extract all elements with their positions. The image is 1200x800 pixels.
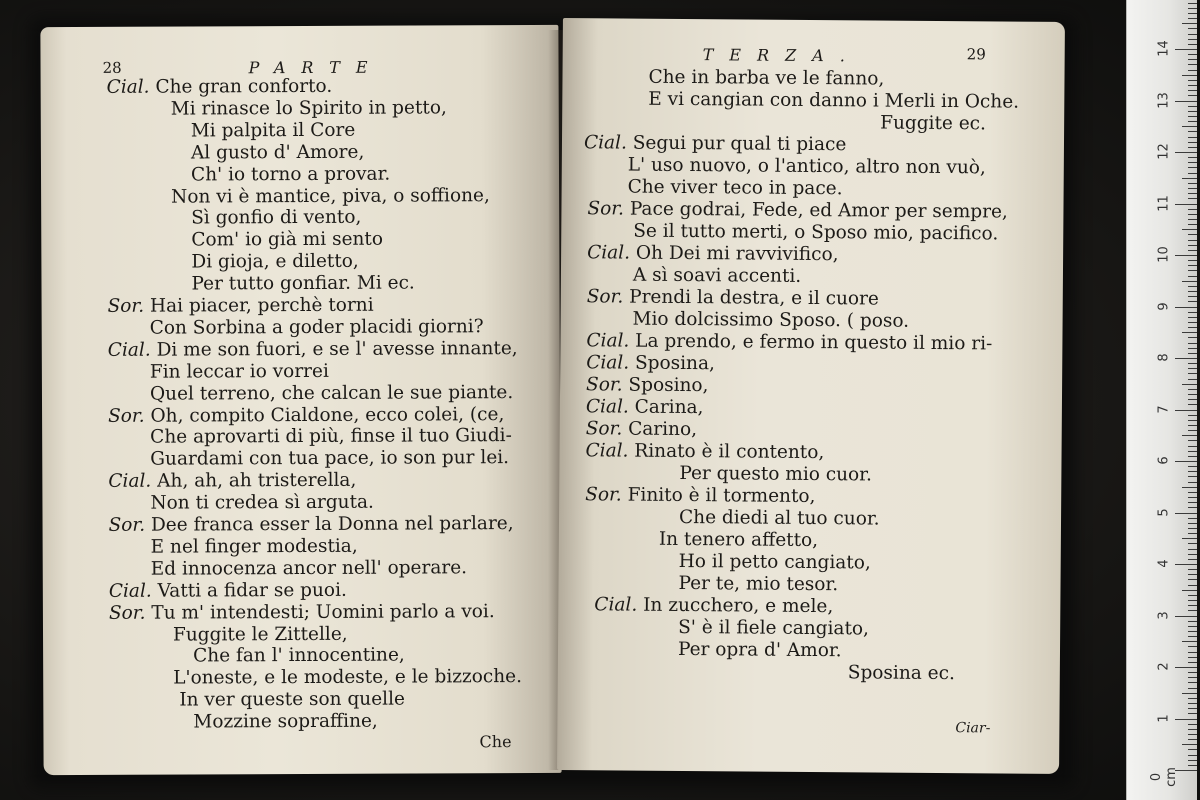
ruler-tick xyxy=(1188,312,1197,313)
ruler-label: 0 cm xyxy=(1149,767,1179,787)
ruler-tick xyxy=(1188,502,1197,503)
ruler-tick xyxy=(1188,595,1197,596)
dialogue-text: Oh Dei mi ravvivifico, xyxy=(629,242,839,266)
dialogue-text: Hai piacer, perchè torni xyxy=(144,294,374,317)
ruler-tick xyxy=(1188,703,1197,704)
ruler-tick xyxy=(1188,147,1197,148)
right-text-line: Sposina ec. xyxy=(847,662,956,685)
right-text-line: In tenero affetto, xyxy=(658,528,819,552)
ruler-tick xyxy=(1188,466,1197,467)
ruler-tick xyxy=(1188,482,1197,483)
ruler-label: 4 xyxy=(1156,559,1172,568)
ruler-tick xyxy=(1188,497,1197,498)
ruler-tick xyxy=(1188,85,1197,86)
speaker-label: Cial. xyxy=(583,132,627,154)
right-page xyxy=(557,18,1065,774)
left-text-line xyxy=(108,404,504,428)
ruler-tick xyxy=(1182,487,1197,488)
ruler-tick xyxy=(1188,167,1197,168)
ruler-label: 12 xyxy=(1156,143,1172,160)
left-text-line xyxy=(109,579,347,602)
speaker-label: Sor. xyxy=(108,602,146,624)
ruler-tick xyxy=(1188,636,1197,637)
right-text-line: Che diedi al tuo cuor. xyxy=(678,506,880,530)
speaker-label: Cial. xyxy=(108,580,152,602)
speaker-label: Cial. xyxy=(587,242,631,264)
ruler-tick xyxy=(1188,183,1197,184)
measuring-ruler xyxy=(1126,0,1197,800)
right-text-line xyxy=(586,352,715,375)
ruler-tick xyxy=(1188,579,1197,580)
left-page-header: PARTE xyxy=(248,57,384,78)
ruler-tick xyxy=(1188,554,1197,555)
ruler-tick xyxy=(1188,250,1197,251)
right-text-line xyxy=(585,484,815,508)
left-text-line xyxy=(108,513,513,537)
ruler-tick xyxy=(1188,245,1197,246)
ruler-tick xyxy=(1188,343,1197,344)
ruler-tick xyxy=(1175,667,1197,668)
right-text-line xyxy=(586,418,697,441)
right-text-line xyxy=(585,440,824,464)
dialogue-text: Finito è il tormento, xyxy=(621,484,816,508)
ruler-tick xyxy=(1182,126,1197,127)
speaker-label: Sor. xyxy=(107,295,145,317)
ruler-tick xyxy=(1188,18,1197,19)
ruler-tick xyxy=(1188,662,1197,663)
ruler-tick xyxy=(1188,64,1197,65)
left-text-line: Com' io già mi sento xyxy=(191,228,384,251)
ruler-tick xyxy=(1188,3,1197,4)
dialogue-text: Prendi la destra, e il cuore xyxy=(623,286,879,310)
ruler-tick xyxy=(1188,363,1197,364)
ruler-tick xyxy=(1188,605,1197,606)
dialogue-text: Che gran conforto. xyxy=(149,75,333,98)
left-text-line: E nel finger modestia, xyxy=(150,535,358,558)
ruler-tick xyxy=(1175,358,1197,359)
left-text-line: In ver queste son quelle xyxy=(179,688,405,711)
speaker-label: Cial. xyxy=(586,330,630,352)
ruler-tick xyxy=(1182,281,1197,282)
ruler-tick xyxy=(1182,75,1197,76)
ruler-tick xyxy=(1182,435,1197,436)
ruler-tick xyxy=(1188,44,1197,45)
left-text-line xyxy=(108,295,374,318)
ruler-tick xyxy=(1188,646,1197,647)
left-text-line: Al gusto d' Amore, xyxy=(190,141,365,164)
ruler-tick xyxy=(1182,744,1197,745)
dialogue-text: Sposino, xyxy=(622,374,709,397)
dialogue-text: Segui pur qual ti piace xyxy=(626,132,847,156)
ruler-tick xyxy=(1188,528,1197,529)
ruler-label: 9 xyxy=(1156,301,1172,311)
ruler-tick xyxy=(1188,286,1197,287)
ruler-tick xyxy=(1182,23,1197,24)
ruler-tick xyxy=(1188,121,1197,122)
ruler-tick xyxy=(1188,54,1197,55)
left-text-line: Con Sorbina a goder placidi giorni? xyxy=(149,316,484,339)
dialogue-text: Vatti a fidar se puoi. xyxy=(151,579,347,602)
ruler-tick xyxy=(1188,569,1197,570)
ruler-tick xyxy=(1188,399,1197,400)
speaker-label: Cial. xyxy=(585,440,629,462)
right-text-line xyxy=(586,330,992,355)
ruler-tick xyxy=(1182,693,1197,694)
ruler-tick xyxy=(1188,137,1197,138)
ruler-tick xyxy=(1188,59,1197,60)
ruler-tick xyxy=(1188,131,1197,132)
dialogue-text: Sposina, xyxy=(629,352,716,375)
ruler-label: 11 xyxy=(1156,194,1172,212)
speaker-label: Sor. xyxy=(586,286,624,308)
ruler-tick xyxy=(1188,157,1197,158)
ruler-tick xyxy=(1188,471,1197,472)
ruler-tick xyxy=(1188,389,1197,390)
ruler-tick xyxy=(1188,765,1197,766)
ruler-tick xyxy=(1188,492,1197,493)
ruler-tick xyxy=(1188,677,1197,678)
ruler-tick xyxy=(1188,193,1197,194)
ruler-label: 1 xyxy=(1156,713,1172,723)
left-text-line: Mozzine sopraffine, xyxy=(193,710,378,733)
ruler-tick xyxy=(1188,198,1197,199)
speaker-label: Sor. xyxy=(587,198,625,220)
dialogue-text: Dee franca esser la Donna nel parlare, xyxy=(145,513,514,536)
left-text-line: Fin leccar io vorrei xyxy=(149,360,329,383)
right-text-line xyxy=(594,594,833,618)
left-text-line xyxy=(107,76,333,99)
ruler-tick xyxy=(1188,600,1197,601)
ruler-tick xyxy=(1188,80,1197,81)
ruler-tick xyxy=(1188,224,1197,225)
speaker-label: Cial. xyxy=(585,396,629,418)
left-text-line xyxy=(109,601,495,625)
right-text-line: Per opra d' Amor. xyxy=(677,638,842,662)
ruler-tick xyxy=(1188,734,1197,735)
left-text-line: Ed innocenza ancor nell' operare. xyxy=(150,557,468,580)
right-text-line xyxy=(587,242,839,266)
dialogue-text: Tu m' intendesti; Uomini parlo a voi. xyxy=(145,600,495,624)
ruler-tick xyxy=(1188,111,1197,112)
left-text-line xyxy=(108,338,518,362)
ruler-label: 13 xyxy=(1156,91,1172,109)
ruler-tick xyxy=(1188,162,1197,163)
speaker-label: Cial. xyxy=(586,352,630,374)
right-text-line: E vi cangian con danno i Merli in Oche. xyxy=(648,88,1020,113)
left-text-line: L'oneste, e le modeste, e le bizzoche. xyxy=(173,666,523,689)
ruler-tick xyxy=(1188,626,1197,627)
ruler-tick xyxy=(1182,332,1197,333)
ruler-tick xyxy=(1188,142,1197,143)
ruler-tick xyxy=(1175,307,1197,308)
right-text-line xyxy=(586,396,704,419)
ruler-tick xyxy=(1188,240,1197,241)
ruler-tick xyxy=(1188,337,1197,338)
ruler-tick xyxy=(1188,549,1197,550)
ruler-label: 2 xyxy=(1156,662,1172,671)
ruler-tick xyxy=(1188,260,1197,261)
left-page xyxy=(40,25,561,775)
left-catchword: Che xyxy=(479,732,512,752)
ruler-tick xyxy=(1175,49,1197,50)
left-text-line xyxy=(108,470,356,493)
ruler-tick xyxy=(1188,394,1197,395)
speaker-label: Sor. xyxy=(108,405,145,427)
ruler-tick xyxy=(1182,590,1197,591)
ruler-tick xyxy=(1188,682,1197,683)
ruler-tick xyxy=(1188,425,1197,426)
ruler-tick xyxy=(1188,70,1197,71)
ruler-tick xyxy=(1188,296,1197,297)
ruler-tick xyxy=(1188,420,1197,421)
ruler-tick xyxy=(1188,507,1197,508)
dialogue-text: Carina, xyxy=(628,396,704,419)
speaker-label: Cial. xyxy=(106,76,150,98)
right-text-line: Mio dolcissimo Sposo. ( poso. xyxy=(632,308,910,332)
ruler-tick xyxy=(1188,451,1197,452)
right-text-line: Ho il petto cangiato, xyxy=(678,550,871,574)
right-text-line: Per te, mio tesor. xyxy=(678,572,839,596)
ruler-tick xyxy=(1188,373,1197,374)
ruler-tick xyxy=(1188,322,1197,323)
ruler-tick xyxy=(1188,327,1197,328)
dialogue-text: La prendo, e fermo in questo il mio ri- xyxy=(629,330,993,355)
ruler-tick xyxy=(1188,523,1197,524)
ruler-tick xyxy=(1188,698,1197,699)
ruler-label: 8 xyxy=(1156,353,1172,362)
ruler-tick xyxy=(1188,708,1197,709)
ruler-tick xyxy=(1175,564,1197,565)
dialogue-text: Oh, compito Cialdone, ecco colei, (ce, xyxy=(144,403,505,427)
ruler-tick xyxy=(1188,652,1197,653)
right-text-line: Che in barba ve le fanno, xyxy=(648,66,885,90)
ruler-tick xyxy=(1188,106,1197,107)
ruler-tick xyxy=(1188,34,1197,35)
right-text-line: L' uso nuovo, o l'antico, altro non vuò, xyxy=(627,154,986,179)
ruler-tick xyxy=(1182,229,1197,230)
speaker-label: Sor. xyxy=(108,514,146,536)
ruler-tick xyxy=(1188,368,1197,369)
ruler-tick xyxy=(1188,610,1197,611)
ruler-tick xyxy=(1188,713,1197,714)
dialogue-text: Rinato è il contento, xyxy=(628,440,825,464)
right-catchword: Ciar- xyxy=(955,720,991,737)
ruler-tick xyxy=(1182,538,1197,539)
left-text-line: Non ti credea sì arguta. xyxy=(150,491,374,514)
ruler-tick xyxy=(1188,476,1197,477)
dialogue-text: Ah, ah, ah tristerella, xyxy=(151,469,357,492)
ruler-tick xyxy=(1188,379,1197,380)
ruler-tick xyxy=(1188,219,1197,220)
ruler-label: 14 xyxy=(1156,40,1172,57)
ruler-tick xyxy=(1188,657,1197,658)
ruler-tick xyxy=(1188,631,1197,632)
ruler-tick xyxy=(1188,8,1197,9)
ruler-tick xyxy=(1188,28,1197,29)
ruler-label: 10 xyxy=(1156,246,1172,263)
right-page-number: 29 xyxy=(966,45,986,64)
ruler-tick xyxy=(1188,353,1197,354)
ruler-tick xyxy=(1188,291,1197,292)
ruler-tick xyxy=(1175,461,1197,462)
ruler-tick xyxy=(1188,95,1197,96)
left-text-line: Di gioja, e diletto, xyxy=(191,250,359,273)
ruler-tick xyxy=(1188,90,1197,91)
ruler-tick xyxy=(1188,270,1197,271)
ruler-label: 3 xyxy=(1156,610,1172,620)
dialogue-text: In zucchero, e mele, xyxy=(637,594,834,618)
ruler-tick xyxy=(1188,265,1197,266)
speaker-label: Cial. xyxy=(107,339,151,361)
ruler-tick xyxy=(1188,621,1197,622)
ruler-tick xyxy=(1188,729,1197,730)
ruler-tick xyxy=(1188,348,1197,349)
ruler-tick xyxy=(1188,404,1197,405)
ruler-tick xyxy=(1188,446,1197,447)
ruler-tick xyxy=(1188,301,1197,302)
speaker-label: Cial. xyxy=(594,594,638,616)
ruler-tick xyxy=(1188,755,1197,756)
ruler-tick xyxy=(1188,173,1197,174)
right-text-line xyxy=(587,286,879,310)
ruler-tick xyxy=(1175,152,1197,153)
ruler-label: 6 xyxy=(1156,456,1172,465)
speaker-label: Sor. xyxy=(585,418,623,440)
ruler-tick xyxy=(1188,317,1197,318)
right-text-line xyxy=(584,132,847,156)
ruler-tick xyxy=(1188,430,1197,431)
left-text-line: Che aprovarti di più, finse il tuo Giudi- xyxy=(150,425,512,449)
ruler-tick xyxy=(1188,234,1197,235)
ruler-tick xyxy=(1175,204,1197,205)
left-text-line: Mi rinasce lo Spirito in petto, xyxy=(170,97,447,120)
ruler-tick xyxy=(1175,101,1197,102)
ruler-tick xyxy=(1188,688,1197,689)
ruler-tick xyxy=(1188,39,1197,40)
ruler-tick xyxy=(1188,760,1197,761)
ruler-tick xyxy=(1188,518,1197,519)
left-text-line: Per tutto gonfiar. Mi ec. xyxy=(191,272,415,295)
right-text-line: A sì soavi accenti. xyxy=(632,264,802,287)
ruler-tick xyxy=(1175,255,1197,256)
left-text-line: Che fan l' innocentine, xyxy=(193,644,405,667)
ruler-tick xyxy=(1188,739,1197,740)
ruler-tick xyxy=(1188,13,1197,14)
ruler-tick xyxy=(1188,543,1197,544)
ruler-tick xyxy=(1175,513,1197,514)
ruler-tick xyxy=(1188,559,1197,560)
right-text-line: Fuggite ec. xyxy=(880,112,987,135)
ruler-tick xyxy=(1188,116,1197,117)
ruler-tick xyxy=(1188,456,1197,457)
ruler-tick xyxy=(1188,574,1197,575)
ruler-tick xyxy=(1188,209,1197,210)
left-text-line: Quel terreno, che calcan le sue piante. xyxy=(149,381,514,405)
ruler-tick xyxy=(1182,641,1197,642)
ruler-tick xyxy=(1188,276,1197,277)
left-text-line: Mi palpita il Core xyxy=(190,119,356,142)
ruler-tick xyxy=(1188,749,1197,750)
ruler-tick xyxy=(1188,214,1197,215)
ruler-tick xyxy=(1188,585,1197,586)
right-text-line: Per questo mio cuor. xyxy=(679,462,872,486)
left-page-number: 28 xyxy=(102,58,122,77)
left-text-line: Non vi è mantice, piva, o soffione, xyxy=(171,184,490,208)
ruler-tick xyxy=(1188,724,1197,725)
ruler-label: 7 xyxy=(1156,404,1172,414)
right-text-line: Se il tutto merti, o Sposo mio, pacifico. xyxy=(633,220,999,245)
ruler-tick xyxy=(1188,415,1197,416)
dialogue-text: Carino, xyxy=(622,418,698,441)
ruler-tick xyxy=(1175,719,1197,720)
right-text-line: Che viver teco in pace. xyxy=(627,176,843,200)
ruler-label: 5 xyxy=(1156,507,1172,517)
speaker-label: Sor. xyxy=(585,484,622,506)
ruler-tick xyxy=(1175,410,1197,411)
right-page-header: TERZA. xyxy=(702,45,861,66)
ruler-tick xyxy=(1175,616,1197,617)
ruler-tick xyxy=(1182,384,1197,385)
speaker-label: Cial. xyxy=(108,470,152,493)
dialogue-text: Pace godrai, Fede, ed Amor per sempre, xyxy=(623,198,1008,223)
right-text-line: S' è il fiele cangiato, xyxy=(678,616,870,640)
ruler-tick xyxy=(1188,440,1197,441)
ruler-tick xyxy=(1188,533,1197,534)
left-text-line: Sì gonfio di vento, xyxy=(191,207,362,229)
left-text-line: Ch' io torno a provar. xyxy=(190,163,391,186)
ruler-tick xyxy=(1188,672,1197,673)
speaker-label: Sor. xyxy=(585,374,623,396)
ruler-tick xyxy=(1188,188,1197,189)
dialogue-text: Di me son fuori, e se l' avesse innante, xyxy=(150,337,518,361)
right-text-line xyxy=(586,374,709,397)
ruler-tick xyxy=(1182,178,1197,179)
left-text-line: Guardami con tua pace, io son pur lei. xyxy=(150,447,510,470)
left-text-line: Fuggite le Zittelle, xyxy=(172,623,348,646)
